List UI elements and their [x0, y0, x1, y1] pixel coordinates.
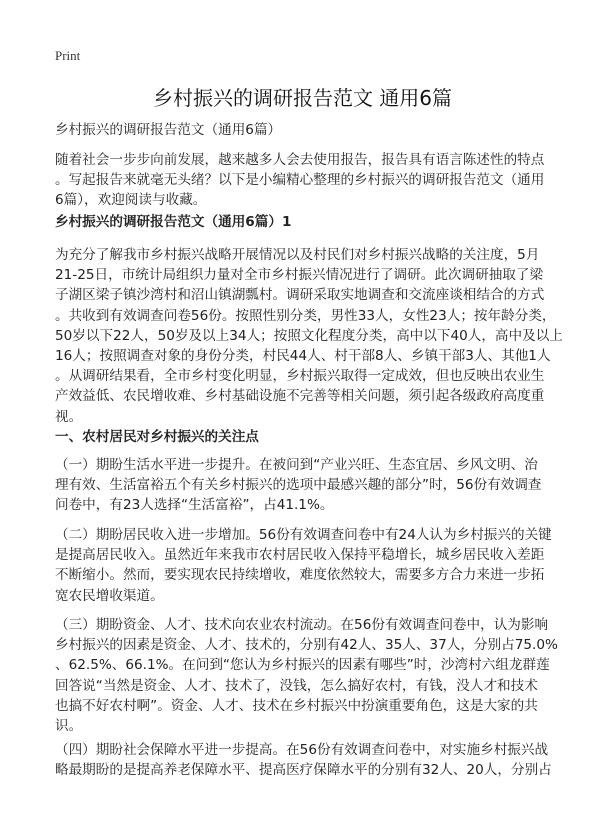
text-line: 不断缩小。然而，要实现农民持续增收，难度依然较大，需要多方合力来进一步拓: [55, 567, 545, 584]
text-line: 略最期盼的是提高养老保障水平、提高医疗保障水平的分别有32人、20人，分别占: [55, 762, 552, 779]
subtitle-text: 乡村振兴的调研报告范文（通用6篇）: [55, 122, 282, 138]
text-line: 识。: [55, 718, 83, 735]
text-line: 。写起报告来就毫无头绪？以下是小编精心整理的乡村振兴的调研报告范文（通用: [55, 172, 545, 189]
subtitle: [55, 120, 550, 140]
text-line: 乡村振兴的因素是资金、人才、技术的，分别有42人、35人、37人，分别占75.0%: [55, 637, 558, 654]
text-line: 理有效、生活富裕五个有关乡村振兴的选项中最感兴趣的部分”时，56份有效调查: [55, 477, 542, 494]
text-line: 50岁以下22人，50岁及以上34人；按照文化程度分类，高中以下40人，高中及以上: [55, 327, 563, 344]
section-heading: [55, 427, 550, 447]
text-line: 16人；按照调查对象的身份分类，村民44人、村干部8人、乡镇干部3人、其他1人: [55, 348, 551, 365]
paragraph-2: [55, 525, 550, 606]
text-line: 随着社会一步步向前发展，越来越多人会去使用报告，报告具有语言陈述性的特点: [55, 152, 545, 168]
article-heading: [55, 212, 550, 232]
text-line: 也搞不好农村啊”。资金、人才、技术在乡村振兴中扮演重要角色，这是大家的共: [55, 697, 538, 714]
intro-paragraph: [55, 150, 550, 211]
text-line: 子湖区梁子镇沙湾村和沼山镇湖瓢村。调研采取实地调查和交流座谈相结合的方式: [55, 287, 545, 304]
text-line: （四）期盼社会保障水平进一步提高。在56份有效调查问卷中，对实施乡村振兴战: [55, 742, 549, 758]
text-line: 问卷中，有23人选择“生活富裕”，占41.1%。: [55, 497, 334, 514]
text-line: 6篇），欢迎阅读与收藏。: [55, 192, 207, 209]
text-line: 是提高居民收入。虽然近年来我市农村居民收入保持平稳增长，城乡居民收入差距: [55, 547, 545, 564]
paragraph-4: [55, 740, 550, 780]
text-line: 产效益低、农民增收难、乡村基础设施不完善等相关问题，须引起各级政府高度重: [55, 388, 545, 405]
text-line: （二）期盼居民收入进一步增加。56份有效调查问卷中有24人认为乡村振兴的关键: [55, 527, 552, 543]
text-line: 。共收到有效调查问卷56份。按照性别分类，男性33人，女性23人；按年龄分类，: [55, 307, 556, 324]
main-paragraph: [55, 245, 563, 427]
text-line: （三）期盼资金、人才、技术向农业农村流动。在56份有效调查问卷中，认为影响: [55, 617, 549, 633]
text-line: 为充分了解我市乡村振兴战略开展情况以及村民们对乡村振兴战略的关注度，5月: [55, 247, 540, 263]
paragraph-3: [55, 615, 558, 736]
text-line: 视。: [55, 408, 83, 425]
text-line: 宽农民增收渠道。: [55, 587, 164, 604]
text-line: 回答说“当然是资金、人才、技术了，没钱，怎么搞好农村，有钱，没人才和技术: [55, 677, 538, 694]
paragraph-1: [55, 455, 550, 516]
article-heading-text: 乡村振兴的调研报告范文（通用6篇）1: [55, 214, 292, 230]
text-line: 21-25日，市统计局组织力量对全市乡村振兴情况进行了调研。此次调研抽取了梁: [55, 267, 544, 284]
text-line: 。从调研结果看，全市乡村变化明显，乡村振兴取得一定成效，但也反映出农业生: [55, 368, 545, 385]
page-title: 乡村振兴的调研报告范文 通用6篇: [152, 86, 453, 110]
print-link[interactable]: Print: [55, 48, 81, 63]
text-line: （一）期盼生活水平进一步提升。在被问到“产业兴旺、生态宜居、乡风文明、治: [55, 457, 538, 473]
text-line: 、62.5%、66.1%。在问到“您认为乡村振兴的因素有哪些”时，沙湾村六组龙群莲: [55, 657, 550, 674]
section-heading-text: 一、农村居民对乡村振兴的关注点: [55, 429, 259, 445]
